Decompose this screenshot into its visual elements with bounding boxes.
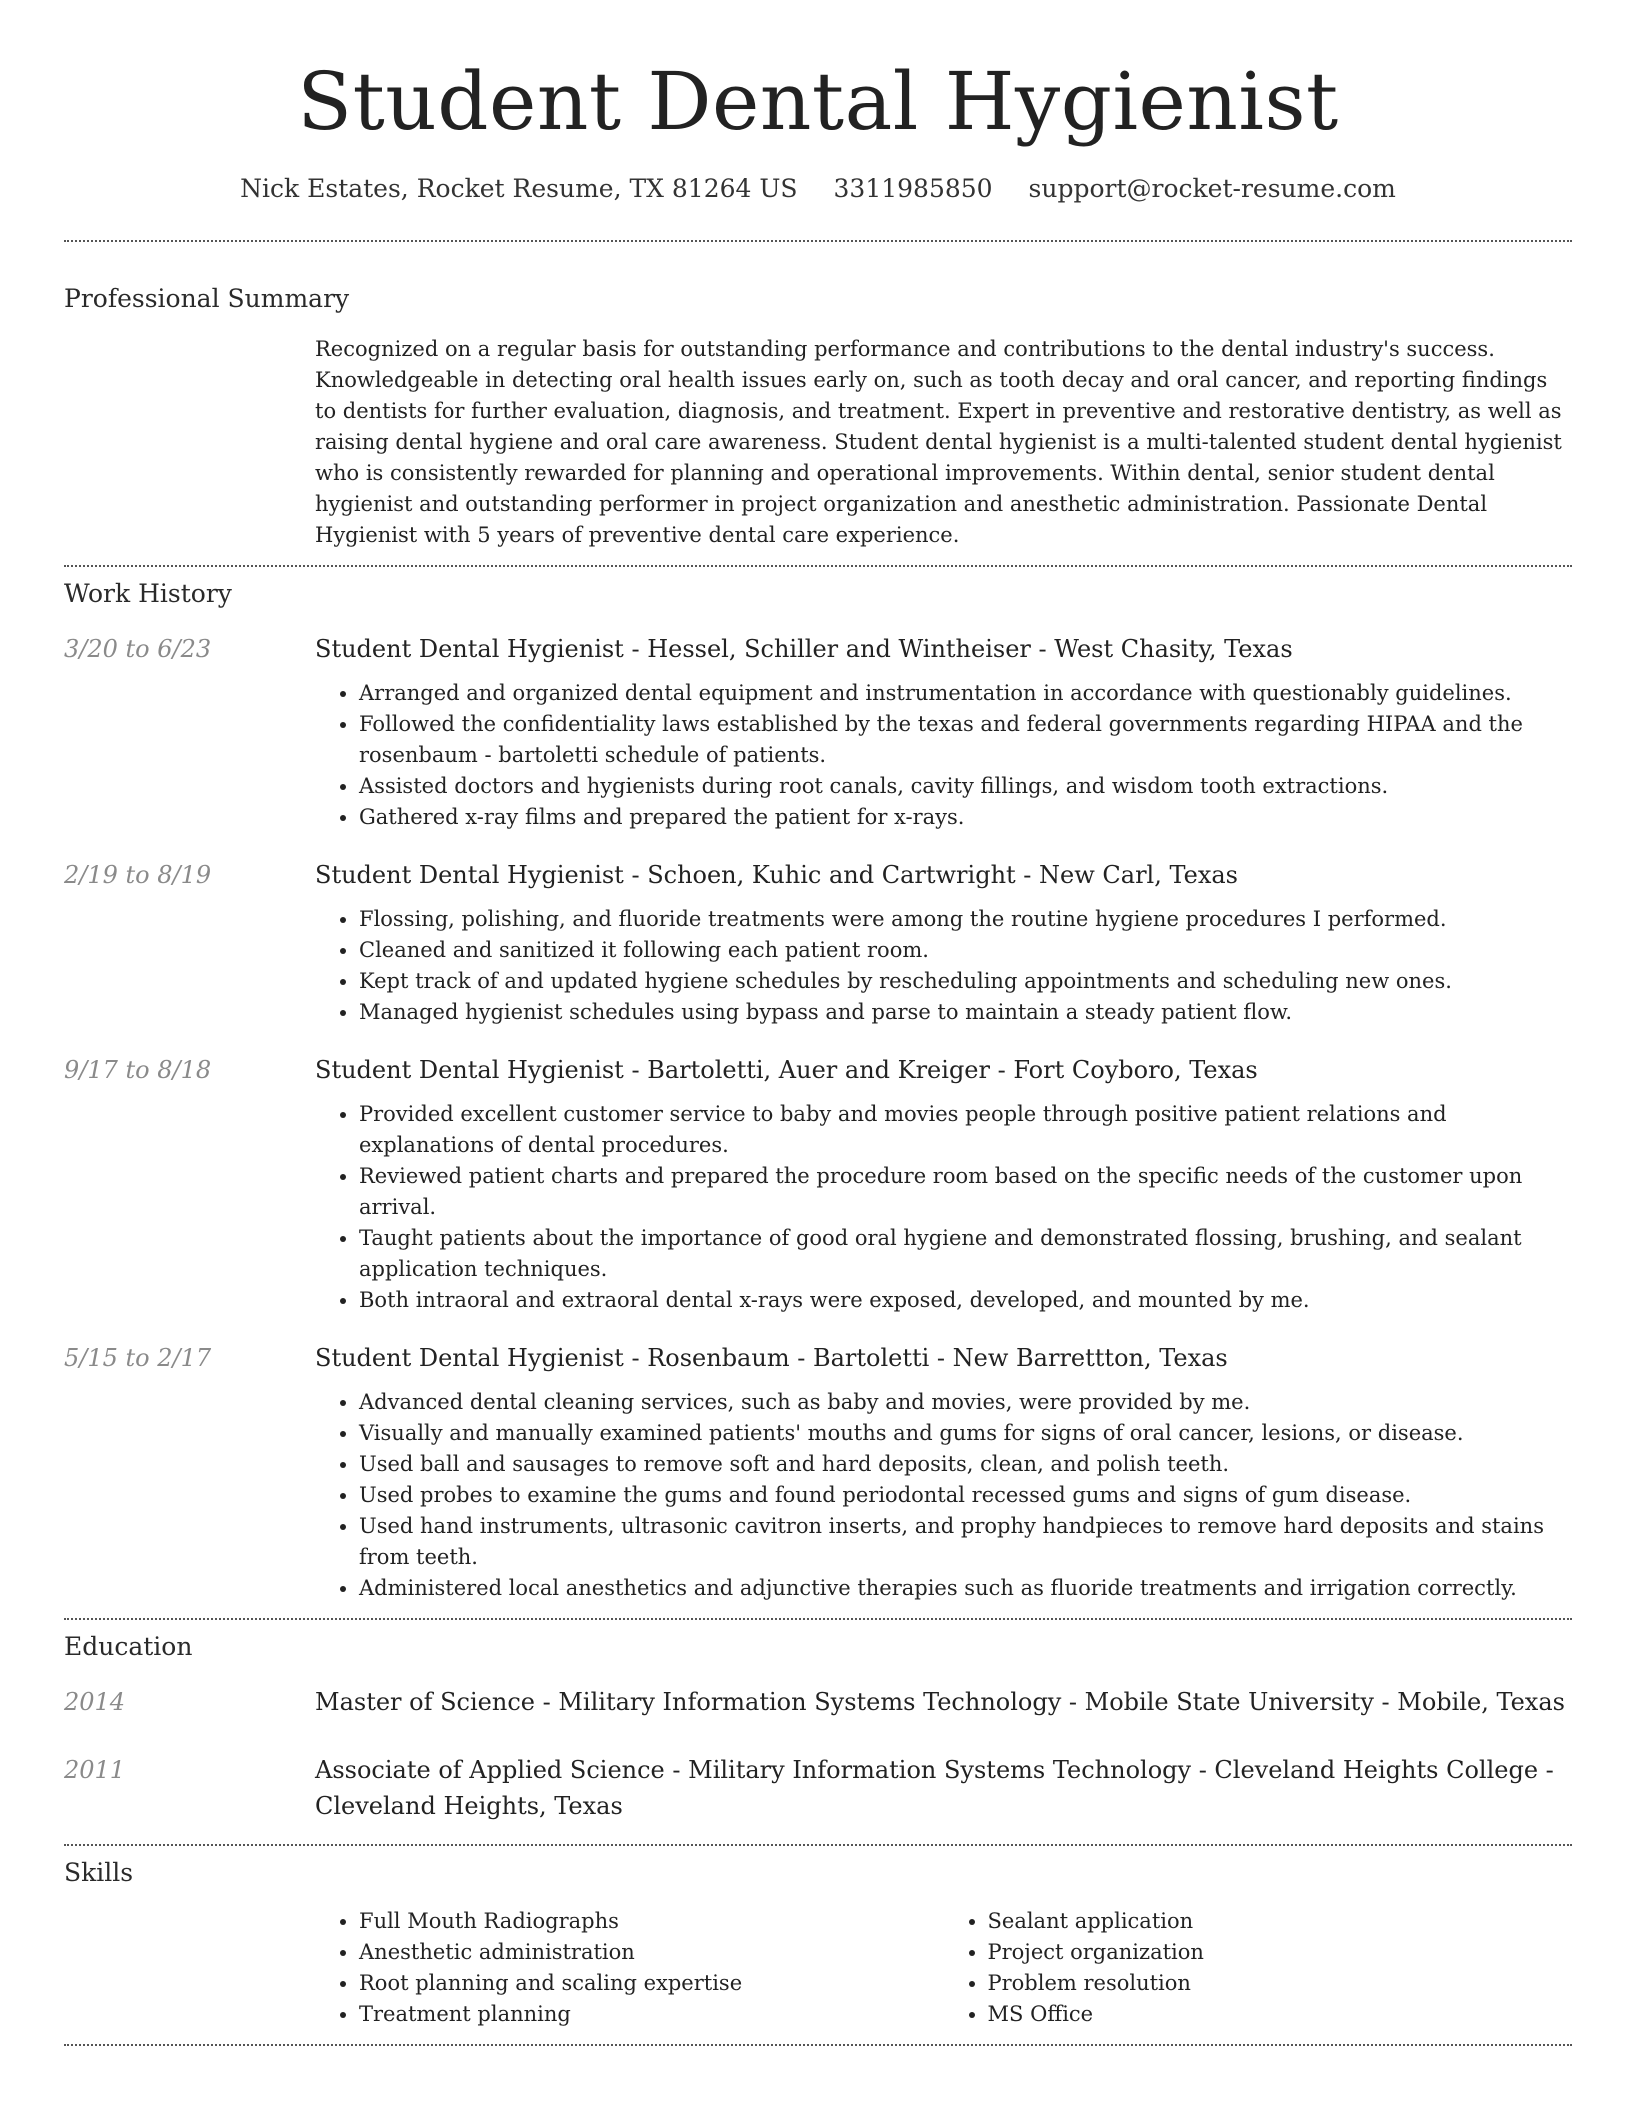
job-body <box>315 1340 1572 1604</box>
skill-item: • Root planning and scaling expertise <box>359 1968 944 1999</box>
job-bullet: • Gathered x-ray films and prepared the patient for x-rays. <box>359 802 1572 833</box>
header-divider <box>64 240 1572 242</box>
job-title: Student Dental Hygienist - Hessel, Schiller and Wintheiser - West Chasity, Texas <box>315 635 1293 663</box>
skills-list-right <box>944 1906 1573 2030</box>
contact-address: Nick Estates, Rocket Resume, TX 81264 US <box>240 174 798 203</box>
skills-divider <box>64 2044 1572 2046</box>
job-date: 2/19 to 8/19 <box>64 861 212 889</box>
work-divider <box>64 1618 1572 1620</box>
skill-item: • Problem resolution <box>988 1968 1573 1999</box>
education-year: 2011 <box>64 1756 126 1784</box>
job-title: Student Dental Hygienist - Rosenbaum - Bartoletti - New Barrettton, Texas <box>315 1344 1228 1372</box>
education-degree: Associate of Applied Science - Military Information Systems Technology - Cleveland Heights College - Cleveland Heights, Texas <box>315 1756 1554 1820</box>
education-divider <box>64 1844 1572 1846</box>
job-bullets <box>315 678 1572 833</box>
work-heading: Work History <box>64 579 232 608</box>
education-year: 2014 <box>64 1688 126 1716</box>
job-date: 3/20 to 6/23 <box>64 635 212 663</box>
job-bullets <box>315 904 1572 1028</box>
job-bullet: • Reviewed patient charts and prepared the procedure room based on the specific needs of the customer upon arrival. <box>359 1161 1572 1223</box>
education-heading: Education <box>64 1632 193 1661</box>
summary-text: Recognized on a regular basis for outstanding performance and contributions to the dental industry's success. Knowledgeable in detecting oral health issues early on, such as tooth decay and oral cancer, and reporting findings to dentists for further evaluation, diagnosis, and treatment. Expert in preventive and restorative dentistry, as well as raising dental hygiene and oral care awareness. Student dental hygienist is a multi-talented student dental hygienist who is consistently rewarded for planning and operational improvements. Within dental, senior student dental hygienist and outstanding performer in project organization and anesthetic administration. Passionate Dental Hygienist with 5 years of preventive dental care experience. <box>315 337 1562 547</box>
job-date: 5/15 to 2/17 <box>64 1344 212 1372</box>
education-entry <box>64 1752 1572 1824</box>
job-bullet: • Assisted doctors and hygienists during root canals, cavity fillings, and wisdom tooth extractions. <box>359 771 1572 802</box>
resume-page <box>64 0 1572 2046</box>
page-title: Student Dental Hygienist <box>297 55 1339 148</box>
education-body <box>315 1752 1572 1824</box>
skill-item: • Anesthetic administration <box>359 1937 944 1968</box>
skills-columns <box>315 1906 1572 2030</box>
skill-item: • MS Office <box>988 1999 1573 2030</box>
skill-item: • Treatment planning <box>359 1999 944 2030</box>
job-bullet: • Managed hygienist schedules using bypass and parse to maintain a steady patient flow. <box>359 997 1572 1028</box>
education-degree: Master of Science - Military Information Systems Technology - Mobile State University - Mobile, Texas <box>315 1688 1565 1716</box>
job-bullet: • Flossing, polishing, and fluoride treatments were among the routine hygiene procedures I performed. <box>359 904 1572 935</box>
job-entry <box>64 631 1572 833</box>
contact-line <box>64 172 1572 206</box>
job-body <box>315 1052 1572 1316</box>
job-bullet: • Followed the confidentiality laws established by the texas and federal governments regarding HIPAA and the rosenbaum - bartoletti schedule of patients. <box>359 709 1572 771</box>
job-bullets <box>315 1099 1572 1316</box>
skills-list-left <box>315 1906 944 2030</box>
job-bullet: • Administered local anesthetics and adjunctive therapies such as fluoride treatments and irrigation correctly. <box>359 1573 1572 1604</box>
summary-heading: Professional Summary <box>64 284 350 313</box>
job-entry <box>64 857 1572 1028</box>
job-entry <box>64 1340 1572 1604</box>
education-body <box>315 1684 1572 1720</box>
education-entry <box>64 1684 1572 1720</box>
job-bullet: • Advanced dental cleaning services, such as baby and movies, were provided by me. <box>359 1387 1572 1418</box>
job-bullet: • Taught patients about the importance of good oral hygiene and demonstrated flossing, brushing, and sealant application techniques. <box>359 1223 1572 1285</box>
job-date: 9/17 to 8/18 <box>64 1056 212 1084</box>
job-bullet: • Arranged and organized dental equipment and instrumentation in accordance with questionably guidelines. <box>359 678 1572 709</box>
job-body <box>315 631 1572 833</box>
job-bullet: • Kept track of and updated hygiene schedules by rescheduling appointments and scheduling new ones. <box>359 966 1572 997</box>
job-bullet: • Visually and manually examined patients' mouths and gums for signs of oral cancer, lesions, or disease. <box>359 1418 1572 1449</box>
job-title: Student Dental Hygienist - Bartoletti, Auer and Kreiger - Fort Coyboro, Texas <box>315 1056 1258 1084</box>
contact-email: support@rocket-resume.com <box>1028 174 1396 203</box>
contact-phone: 3311985850 <box>833 174 993 203</box>
skill-item: • Sealant application <box>988 1906 1573 1937</box>
summary-divider <box>64 565 1572 567</box>
skill-item: • Project organization <box>988 1937 1573 1968</box>
job-bullet: • Both intraoral and extraoral dental x-rays were exposed, developed, and mounted by me. <box>359 1285 1572 1316</box>
job-body <box>315 857 1572 1028</box>
job-bullet: • Used probes to examine the gums and found periodontal recessed gums and signs of gum disease. <box>359 1480 1572 1511</box>
job-entry <box>64 1052 1572 1316</box>
skills-heading: Skills <box>64 1858 134 1887</box>
job-title: Student Dental Hygienist - Schoen, Kuhic and Cartwright - New Carl, Texas <box>315 861 1238 889</box>
job-bullet: • Provided excellent customer service to baby and movies people through positive patient relations and explanations of dental procedures. <box>359 1099 1572 1161</box>
job-bullets <box>315 1387 1572 1604</box>
job-bullet: • Used ball and sausages to remove soft and hard deposits, clean, and polish teeth. <box>359 1449 1572 1480</box>
skill-item: • Full Mouth Radiographs <box>359 1906 944 1937</box>
job-bullet: • Used hand instruments, ultrasonic cavitron inserts, and prophy handpieces to remove hard deposits and stains from teeth. <box>359 1511 1572 1573</box>
job-bullet: • Cleaned and sanitized it following each patient room. <box>359 935 1572 966</box>
